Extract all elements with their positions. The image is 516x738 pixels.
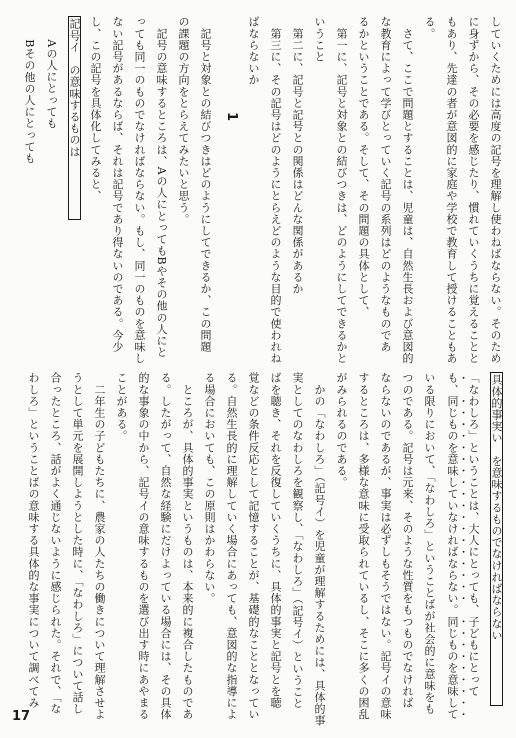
text-column: もあり、先達の者が意図的に家庭や学校で教育して授けることもあ (445, 16, 458, 364)
text-column: 合ったところ、話がよく通じないように感じられた。それで、「な (49, 372, 62, 715)
text-column: わしろ」ということばの意味する具体的な事実について調べてみ (27, 372, 40, 709)
text-column: る。 (423, 16, 436, 40)
boxed-fact-line: 具体的事実い を意味するものでなければならない (490, 372, 503, 706)
text-column: っても同一のものでなければならない。もし、同一のものを意味し (133, 16, 146, 364)
text-column: る。自然生長的に理解していく場合にあっても、意図的な指導によ (225, 372, 238, 720)
text-column: 記号の意味するところは、Aの人にとってもBやその他の人にと (155, 16, 168, 359)
text-column: いる限りにおいて、「なわしろ」ということばが社会的に意味をも (423, 372, 436, 715)
text-column: に身ずから、その必要を感じたり、慣れていくうちに覚えることと (467, 16, 480, 364)
text-column: の課題の方向をとらえてみたいと思う。 (177, 16, 190, 225)
text-column: 記号と対象との結びつきはどのようにしてできるか、この問題 (199, 16, 212, 353)
text-column: 第二に、記号と記号との関係はどんな関係があるか (291, 16, 304, 295)
text-column: さて、ここで問題とすることは、児童は、自然生長および意図的 (401, 16, 414, 364)
text-column: するところは、多様な意味に受取られているし、そこに多くの困乱 (357, 372, 370, 720)
text-column: Aの人にとっても (45, 16, 58, 129)
text-column: る。したがって、自然な経験にだけよっている場合には、その具体 (159, 372, 172, 720)
boxed-symbol-line: 記号イ の意味するものは (68, 16, 81, 220)
text-column: Bその他の人にとっても (23, 16, 36, 164)
text-column: つのである。記号は元来、そのような性質をもつものでなければ (401, 372, 414, 709)
text-column: ならないのであるが、事実は必ずしもそうではない。記号イの意味 (379, 372, 392, 720)
text-column: 覚などの条件反応として記憶することが、基礎的なこととなってい (247, 372, 260, 720)
text-column: 二年生の子どもたちに、農家の人たちの働きについて理解させよ (93, 372, 106, 720)
text-column: る場合においても、この原則はかわらない。 (203, 372, 216, 604)
text-column: うとして単元を展開しようとした時に、「なわしろ」について話し (71, 372, 84, 715)
text-column: し、この記号を具体化してみると、 (89, 16, 102, 202)
text-column: 「なわしろ」ということは、大人にとっても、子どもにとって (467, 372, 480, 697)
text-column: がみられるのである。 (335, 372, 348, 488)
text-column: るかということである。そして、その問題の具体として、 (357, 16, 370, 318)
text-column: いうこと (313, 16, 326, 63)
text-column: な教育によって学びとっていく記号の系列はどのようなものであ (379, 16, 392, 353)
text-column: 第一に、記号と対象との結びつきは、どのようにしてできるかと (335, 16, 348, 364)
text-column: ことがある。 (115, 372, 128, 442)
emphasized-text-column: も、同じものを意味していなければならない。同じものを意味して (446, 372, 459, 720)
page-number: 17 (12, 709, 31, 724)
text-column: 実としてのなわしろを観察し、「なわしろ」（記号イ）ということ (291, 372, 304, 709)
text-column: ばを聴き、それを反復していくうちに、具体的事実と記号とを聴 (269, 372, 282, 709)
text-column: かの「なわしろ」（記号イ）を児童が理解するためには、具体的事 (313, 372, 326, 727)
text-column: ところが、具体的事実というものは、本来的に複合したものであ (181, 372, 194, 720)
text-column: 第三に、その記号はどのようにとらえどのような目的で使われね (269, 16, 282, 364)
section-number: 1 (224, 112, 239, 122)
text-column: ない記号があるならば、それは記号であり得ないのである。今少 (111, 16, 124, 353)
text-column: 的な事象の中から、記号イの意味するものを選び出す時にあやまる (137, 372, 150, 720)
text-column: ばならないか (247, 16, 260, 86)
text-column: していくためには高度の記号を理解し使わねばならない。そのため (489, 16, 502, 364)
